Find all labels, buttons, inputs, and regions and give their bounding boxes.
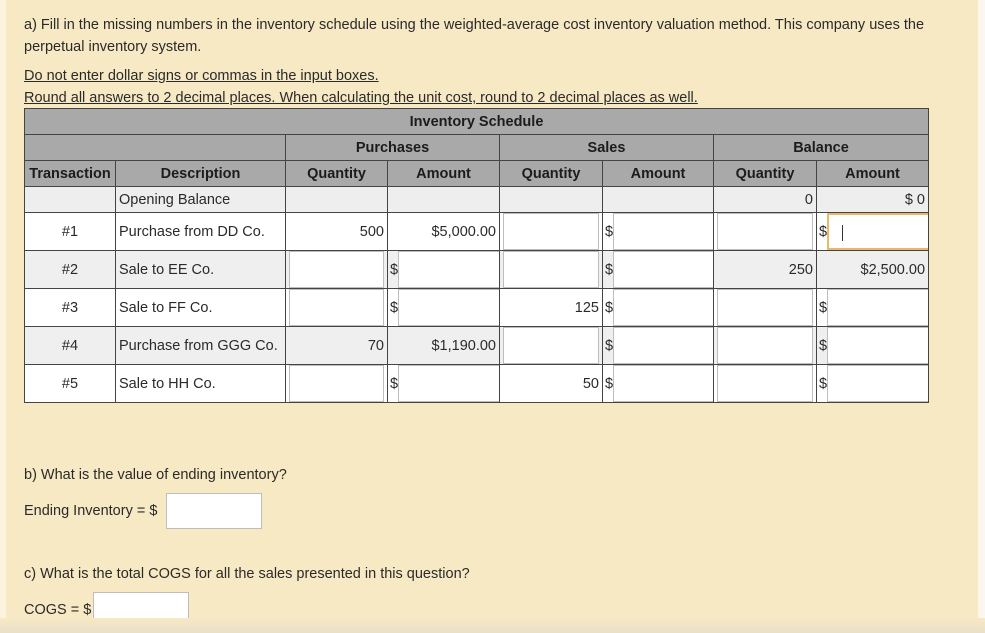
transaction-description: Sale to EE Co. <box>116 251 286 289</box>
note-no-dollar-signs: Do not enter dollar signs or commas in the input boxes. <box>24 68 379 84</box>
table-row <box>25 327 929 365</box>
col-balance-quantity: Quantity <box>714 161 817 187</box>
purchase-quantity-input-5[interactable] <box>289 365 384 402</box>
purchase-amount-input-5[interactable] <box>398 365 499 402</box>
dollar-sign: $ <box>819 299 828 316</box>
scroll-gutter <box>978 0 985 633</box>
part-c-question: c) What is the total COGS for all the sales presented in this question? <box>24 566 470 582</box>
dollar-sign: $ <box>819 223 828 240</box>
header-balance: Balance <box>714 135 929 161</box>
ending-inventory-input[interactable] <box>166 493 262 529</box>
purchase-amount-input-2[interactable] <box>398 251 499 288</box>
sales-quantity-input-1[interactable] <box>503 213 599 250</box>
transaction-description: Purchase from DD Co. <box>116 213 286 251</box>
balance-quantity: 250 <box>714 251 817 289</box>
header-sales: Sales <box>500 135 714 161</box>
transaction-number: #4 <box>25 327 116 365</box>
purchase-quantity: 500 <box>286 213 388 251</box>
table-title: Inventory Schedule <box>25 109 929 135</box>
sales-amount-input-4[interactable] <box>613 327 713 364</box>
opening-balance-label: Opening Balance <box>116 187 286 213</box>
transaction-description: Sale to HH Co. <box>116 365 286 403</box>
col-sales-amount: Amount <box>603 161 714 187</box>
purchase-amount-input-3[interactable] <box>398 289 499 326</box>
dollar-sign: $ <box>605 261 614 278</box>
header-spacer <box>25 135 286 161</box>
col-sales-quantity: Quantity <box>500 161 603 187</box>
purchase-quantity-input-2[interactable] <box>289 251 384 288</box>
cogs-label: COGS = $ <box>24 602 92 618</box>
part-a-question: a) Fill in the missing numbers in the inventory schedule using the weighted-average cost inventory valuation method. This company uses the perpetual inventory system. <box>24 17 925 55</box>
balance-quantity-input-3[interactable] <box>717 289 813 326</box>
table-row <box>25 251 929 289</box>
opening-balance-amount: $ 0 <box>817 187 929 213</box>
text-cursor <box>842 225 843 241</box>
table-row <box>25 187 929 213</box>
dollar-sign: $ <box>390 375 399 392</box>
balance-amount: $2,500.00 <box>817 251 929 289</box>
dollar-sign: $ <box>605 375 614 392</box>
purchase-amount: $5,000.00 <box>388 213 500 251</box>
balance-quantity-input-5[interactable] <box>717 365 813 402</box>
sales-amount-input-5[interactable] <box>613 365 713 402</box>
transaction-number: #1 <box>25 213 116 251</box>
balance-amount-input-3[interactable] <box>827 289 928 326</box>
sales-amount-input-1[interactable] <box>613 213 713 250</box>
sales-quantity: 50 <box>500 365 603 403</box>
bottom-shadow <box>0 618 985 633</box>
part-b-question: b) What is the value of ending inventory? <box>24 467 287 483</box>
inventory-schedule-table <box>24 108 929 403</box>
balance-amount-input-4[interactable] <box>827 327 928 364</box>
col-balance-amount: Amount <box>817 161 929 187</box>
dollar-sign: $ <box>390 261 399 278</box>
col-description: Description <box>116 161 286 187</box>
dollar-sign: $ <box>390 299 399 316</box>
purchase-quantity-input-3[interactable] <box>289 289 384 326</box>
dollar-sign: $ <box>819 337 828 354</box>
balance-amount-input-5[interactable] <box>827 365 928 402</box>
table-row <box>25 365 929 403</box>
dollar-sign: $ <box>605 223 614 240</box>
sales-quantity-input-2[interactable] <box>503 251 599 288</box>
sales-quantity: 125 <box>500 289 603 327</box>
dollar-sign: $ <box>605 337 614 354</box>
opening-balance-quantity: 0 <box>714 187 817 213</box>
col-transaction: Transaction <box>25 161 116 187</box>
ending-inventory-label: Ending Inventory = $ <box>24 503 158 519</box>
transaction-description: Sale to FF Co. <box>116 289 286 327</box>
transaction-number: #5 <box>25 365 116 403</box>
transaction-number: #3 <box>25 289 116 327</box>
table-row <box>25 289 929 327</box>
col-purchases-quantity: Quantity <box>286 161 388 187</box>
col-purchases-amount: Amount <box>388 161 500 187</box>
transaction-description: Purchase from GGG Co. <box>116 327 286 365</box>
purchase-amount: $1,190.00 <box>388 327 500 365</box>
sales-quantity-input-4[interactable] <box>503 327 599 364</box>
transaction-number: #2 <box>25 251 116 289</box>
dollar-sign: $ <box>605 299 614 316</box>
sales-amount-input-3[interactable] <box>613 289 713 326</box>
sales-amount-input-2[interactable] <box>613 251 713 288</box>
purchase-quantity: 70 <box>286 327 388 365</box>
note-rounding: Round all answers to 2 decimal places. When calculating the unit cost, round to 2 decimal places as well. <box>24 90 698 106</box>
balance-quantity-input-1[interactable] <box>717 213 813 250</box>
header-purchases: Purchases <box>286 135 500 161</box>
dollar-sign: $ <box>819 375 828 392</box>
balance-quantity-input-4[interactable] <box>717 327 813 364</box>
table-row <box>25 213 929 251</box>
